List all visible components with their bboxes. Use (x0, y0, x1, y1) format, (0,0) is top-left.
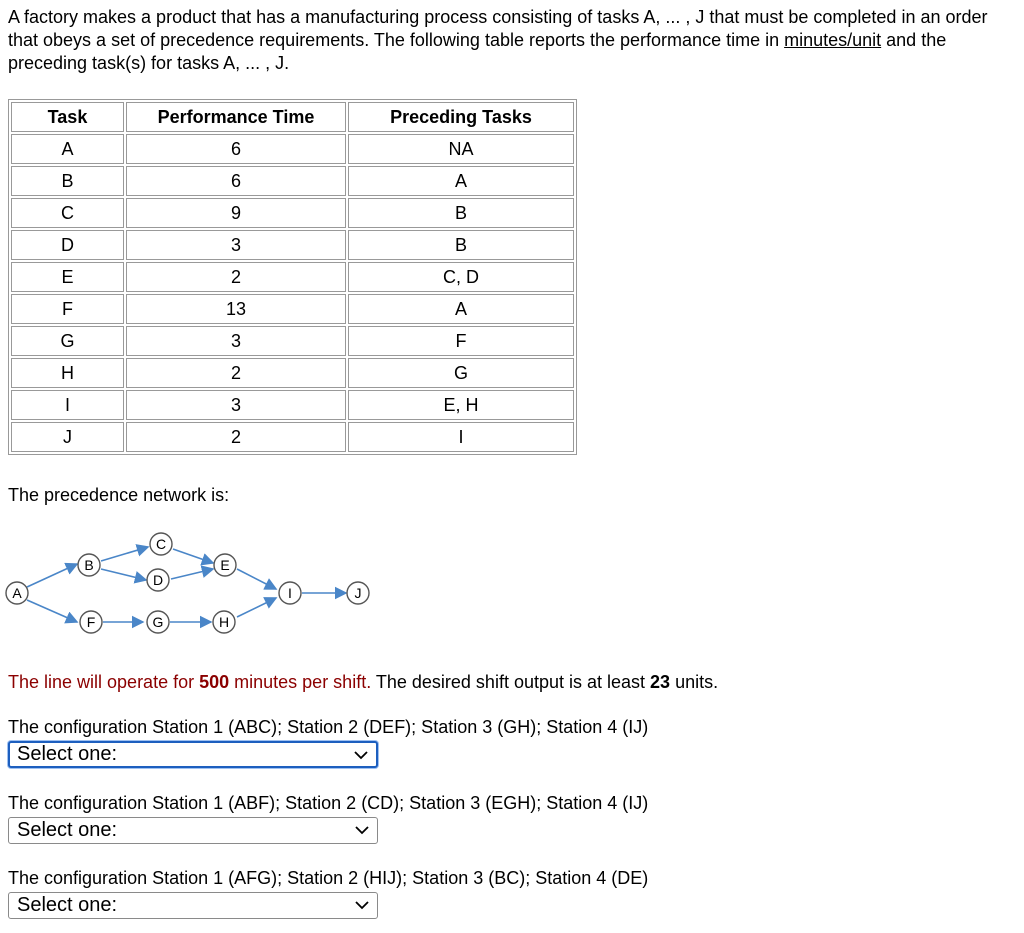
task-table (8, 99, 577, 455)
cell-task: H (11, 358, 124, 388)
table-row (11, 134, 574, 164)
edge-h-i (237, 598, 276, 617)
edge-a-b (27, 564, 77, 587)
edge-a-f (27, 600, 77, 622)
cell-performance-time: 2 (126, 358, 346, 388)
cell-task: G (11, 326, 124, 356)
node-label-f: F (86, 614, 96, 630)
table-row (11, 166, 574, 196)
node-label-c: C (155, 536, 167, 552)
question-2-text: The configuration Station 1 (ABF); Station 2 (CD); Station 3 (EGH); Station 4 (IJ) (8, 793, 649, 813)
cell-task: E (11, 262, 124, 292)
line-info (8, 672, 718, 693)
cell-performance-time: 3 (126, 326, 346, 356)
header-performance-time: Performance Time (126, 102, 346, 132)
node-label-g: G (152, 614, 164, 630)
node-label-j: J (354, 585, 362, 601)
cell-task: C (11, 198, 124, 228)
cell-performance-time: 9 (126, 198, 346, 228)
cell-preceding-tasks: I (348, 422, 574, 452)
network-title: The precedence network is: (8, 485, 230, 505)
cell-task: D (11, 230, 124, 260)
cell-preceding-tasks: B (348, 198, 574, 228)
cell-preceding-tasks: E, H (348, 390, 574, 420)
header-preceding-tasks: Preceding Tasks (348, 102, 574, 132)
table-row (11, 230, 574, 260)
precedence-network (0, 525, 400, 645)
units-link[interactable]: minutes/unit (784, 30, 882, 50)
cell-performance-time: 2 (126, 422, 346, 452)
table-row (11, 390, 574, 420)
question-3-selected-value: Select one: (17, 894, 118, 916)
table-row (11, 326, 574, 356)
question-1-select[interactable] (8, 741, 378, 768)
edge-b-c (101, 547, 148, 561)
cell-performance-time: 6 (126, 166, 346, 196)
cell-preceding-tasks: NA (348, 134, 574, 164)
node-label-b: B (84, 557, 94, 573)
cell-task: B (11, 166, 124, 196)
minutes-value: 500 (199, 672, 230, 692)
cell-preceding-tasks: B (348, 230, 574, 260)
table-row (11, 422, 574, 452)
node-label-a: A (12, 585, 22, 601)
cell-task: A (11, 134, 124, 164)
cell-task: F (11, 294, 124, 324)
cell-task: I (11, 390, 124, 420)
line-info-prefix: The line will operate for (8, 672, 200, 692)
cell-performance-time: 6 (126, 134, 346, 164)
cell-preceding-tasks: A (348, 294, 574, 324)
question-3-select[interactable] (8, 892, 378, 919)
intro-text-end: and the preceding task(s) for tasks A, ... , J. (8, 30, 947, 73)
table-row (11, 198, 574, 228)
node-label-h: H (218, 614, 230, 630)
table-row (11, 358, 574, 388)
problem-intro (8, 6, 1014, 75)
edge-d-e (171, 569, 213, 579)
node-label-d: D (152, 572, 164, 588)
header-task: Task (11, 102, 124, 132)
cell-performance-time: 2 (126, 262, 346, 292)
edge-e-i (237, 569, 276, 589)
table-row (11, 262, 574, 292)
line-info-mid: minutes per shift. (229, 672, 372, 692)
line-info-end: units. (670, 672, 719, 692)
chevron-down-icon (355, 826, 369, 835)
cell-preceding-tasks: G (348, 358, 574, 388)
question-2-select[interactable] (8, 817, 378, 844)
table-header-row (11, 102, 574, 132)
edge-c-e (173, 549, 213, 563)
question-1-selected-value: Select one: (17, 743, 118, 765)
line-info-suffix: The desired shift output is at least (371, 672, 651, 692)
table-row (11, 294, 574, 324)
node-label-i: I (288, 585, 292, 601)
edge-b-d (101, 569, 146, 580)
cell-performance-time: 3 (126, 230, 346, 260)
chevron-down-icon (354, 751, 368, 760)
question-2-selected-value: Select one: (17, 819, 118, 841)
intro-text: A factory makes a product that has a manufacturing process consisting of tasks A, ... , J that must be completed in an order that obeys a set of precedence requirements. The following table reports the performance time in (8, 7, 988, 50)
question-3-text: The configuration Station 1 (AFG); Station 2 (HIJ); Station 3 (BC); Station 4 (DE) (8, 868, 649, 888)
cell-preceding-tasks: C, D (348, 262, 574, 292)
cell-performance-time: 13 (126, 294, 346, 324)
question-1-text: The configuration Station 1 (ABC); Station 2 (DEF); Station 3 (GH); Station 4 (IJ) (8, 717, 649, 737)
units-value: 23 (650, 672, 671, 692)
cell-task: J (11, 422, 124, 452)
cell-preceding-tasks: F (348, 326, 574, 356)
node-label-e: E (220, 557, 230, 573)
chevron-down-icon (355, 901, 369, 910)
cell-performance-time: 3 (126, 390, 346, 420)
cell-preceding-tasks: A (348, 166, 574, 196)
